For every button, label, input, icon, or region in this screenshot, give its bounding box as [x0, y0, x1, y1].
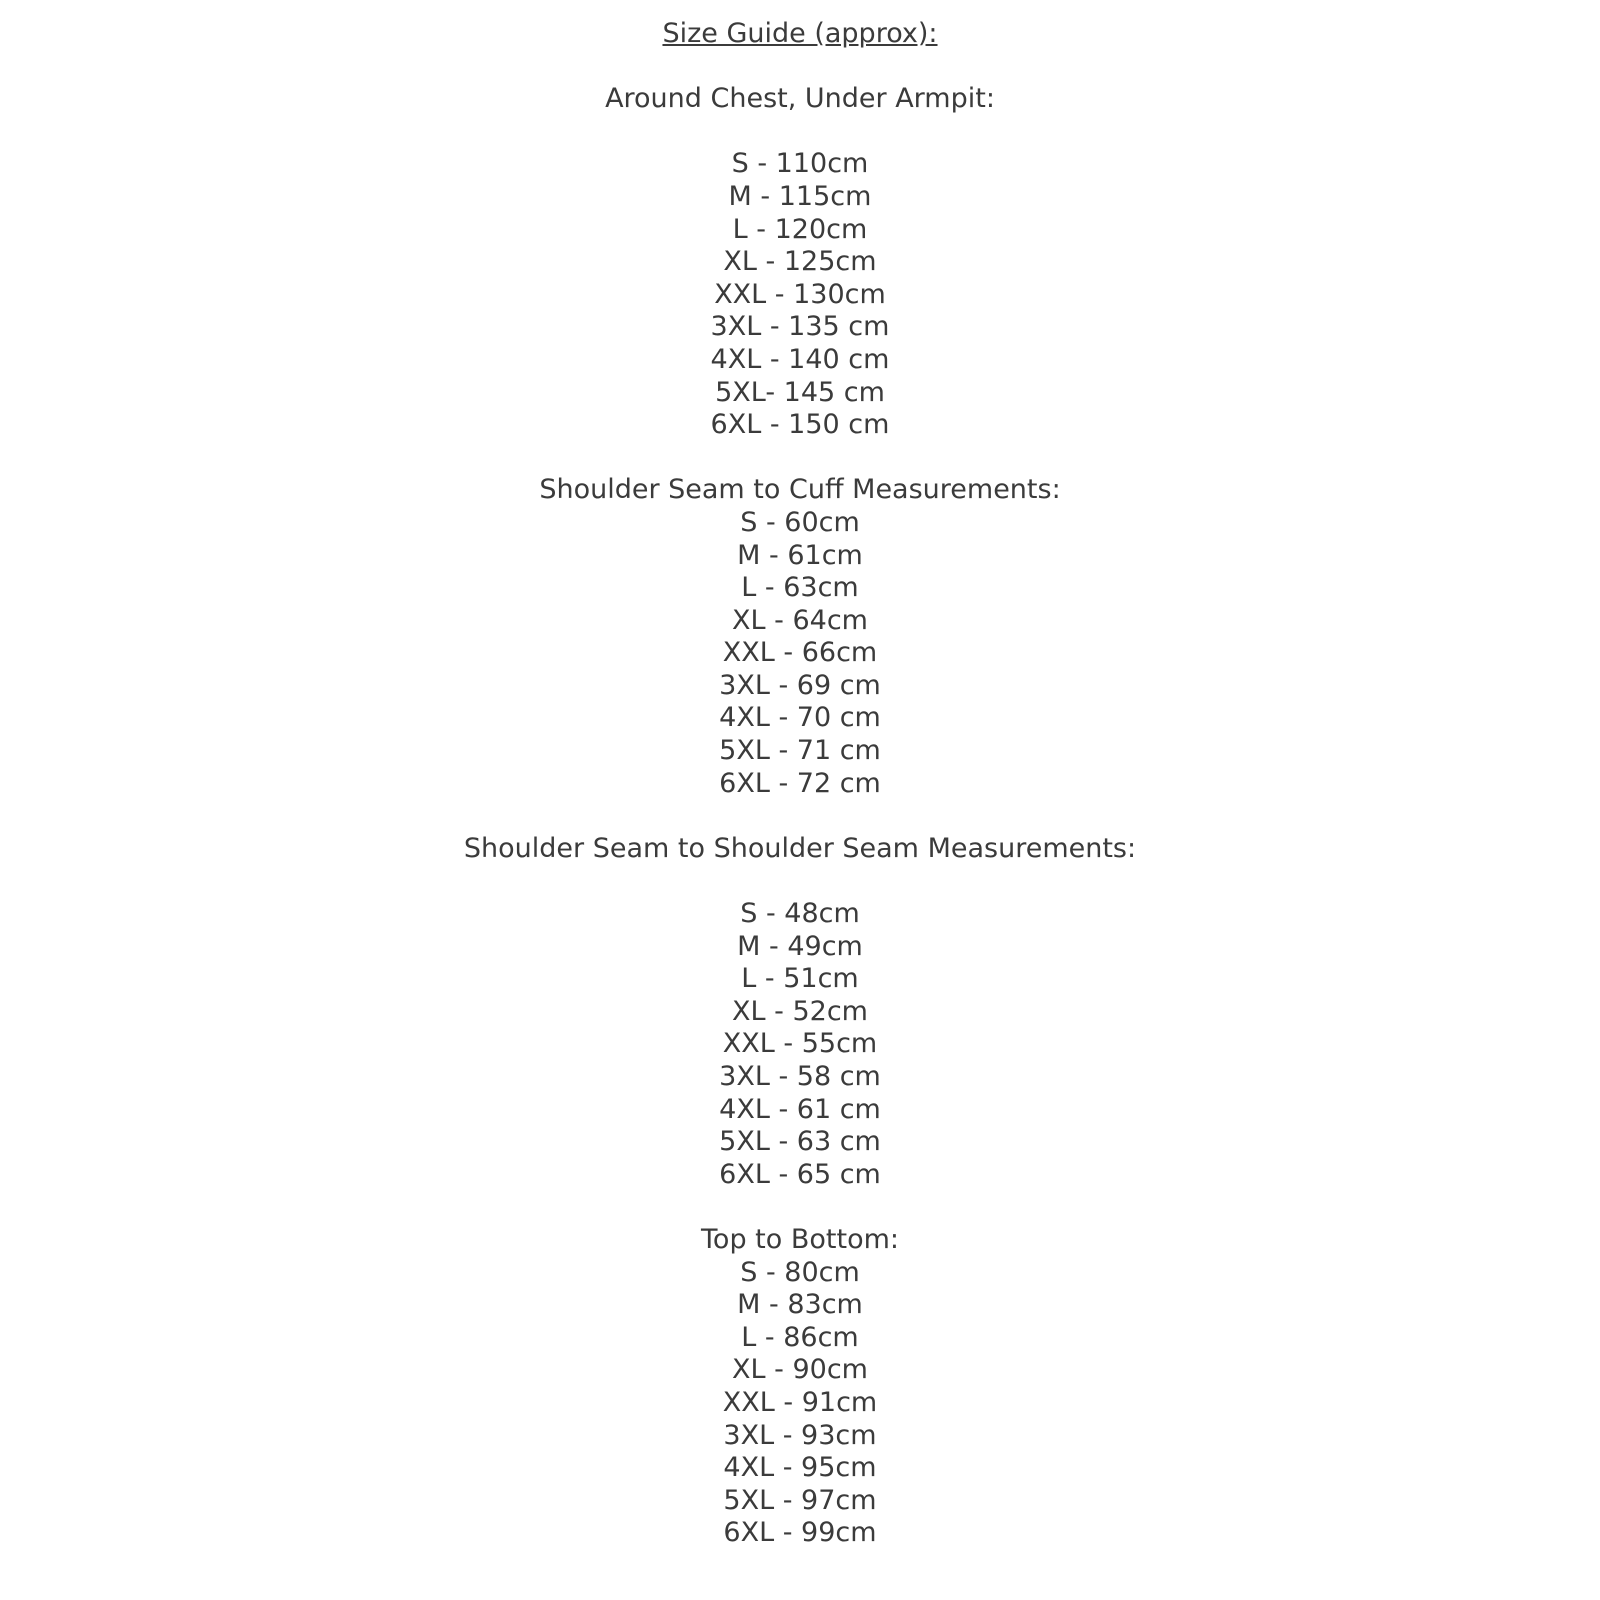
- size-item: S - 80cm: [740, 1256, 860, 1288]
- size-item-list: [53, 1257, 1547, 1550]
- size-guide-section: [53, 83, 1547, 442]
- size-item: XL - 52cm: [732, 995, 868, 1027]
- size-item-list: [53, 507, 1547, 800]
- size-item-list: [53, 865, 1547, 1191]
- size-item: 3XL - 69 cm: [719, 669, 881, 701]
- size-item: 4XL - 61 cm: [719, 1093, 881, 1125]
- size-item: 4XL - 140 cm: [710, 343, 890, 375]
- size-item: 6XL - 150 cm: [710, 409, 890, 441]
- size-guide-section: [53, 1224, 1547, 1550]
- size-item: XXL - 91cm: [722, 1386, 878, 1418]
- size-item: 3XL - 93cm: [723, 1419, 877, 1451]
- size-item: L - 120cm: [732, 213, 868, 245]
- section-heading: Top to Bottom:: [701, 1223, 899, 1255]
- size-item: 4XL - 95cm: [723, 1452, 877, 1484]
- size-item-list: [53, 116, 1547, 442]
- size-item: 5XL - 97cm: [723, 1484, 877, 1516]
- size-item: 5XL - 71 cm: [719, 735, 881, 767]
- size-guide-document: [53, 0, 1547, 1550]
- size-guide-section: [53, 474, 1547, 800]
- size-item: S - 48cm: [740, 898, 860, 930]
- size-item: 6XL - 65 cm: [719, 1158, 881, 1190]
- size-item: XL - 64cm: [732, 604, 868, 636]
- size-item: 6XL - 99cm: [723, 1517, 877, 1549]
- section-heading: Shoulder Seam to Cuff Measurements:: [539, 474, 1061, 506]
- size-item: L - 86cm: [741, 1321, 859, 1353]
- size-guide-section: [53, 833, 1547, 1192]
- size-item: 3XL - 58 cm: [719, 1061, 881, 1092]
- size-item: 4XL - 70 cm: [719, 702, 881, 734]
- size-item: S - 60cm: [740, 506, 860, 538]
- size-guide-sections: [53, 83, 1547, 1550]
- size-item: 5XL- 145 cm: [715, 376, 885, 408]
- size-item: M - 83cm: [737, 1289, 863, 1321]
- size-item: S - 110cm: [731, 148, 869, 180]
- size-item: XL - 90cm: [732, 1354, 868, 1386]
- size-item: XXL - 55cm: [722, 1028, 878, 1060]
- size-item: 6XL - 72 cm: [719, 767, 881, 799]
- size-item: M - 49cm: [737, 930, 863, 962]
- size-item: 3XL - 135 cm: [710, 311, 890, 343]
- size-item: L - 51cm: [741, 963, 859, 995]
- size-item: M - 115cm: [728, 180, 872, 212]
- size-item: XXL - 130cm: [714, 278, 886, 310]
- section-heading: Shoulder Seam to Shoulder Seam Measurements:: [463, 832, 1137, 864]
- section-heading: Around Chest, Under Armpit:: [605, 83, 995, 115]
- size-item: L - 63cm: [741, 572, 859, 604]
- size-item: M - 61cm: [737, 539, 863, 571]
- size-item: 5XL - 63 cm: [719, 1126, 881, 1158]
- size-item: XXL - 66cm: [722, 637, 878, 669]
- page-title: Size Guide (approx):: [662, 18, 938, 49]
- size-item: XL - 125cm: [723, 246, 877, 278]
